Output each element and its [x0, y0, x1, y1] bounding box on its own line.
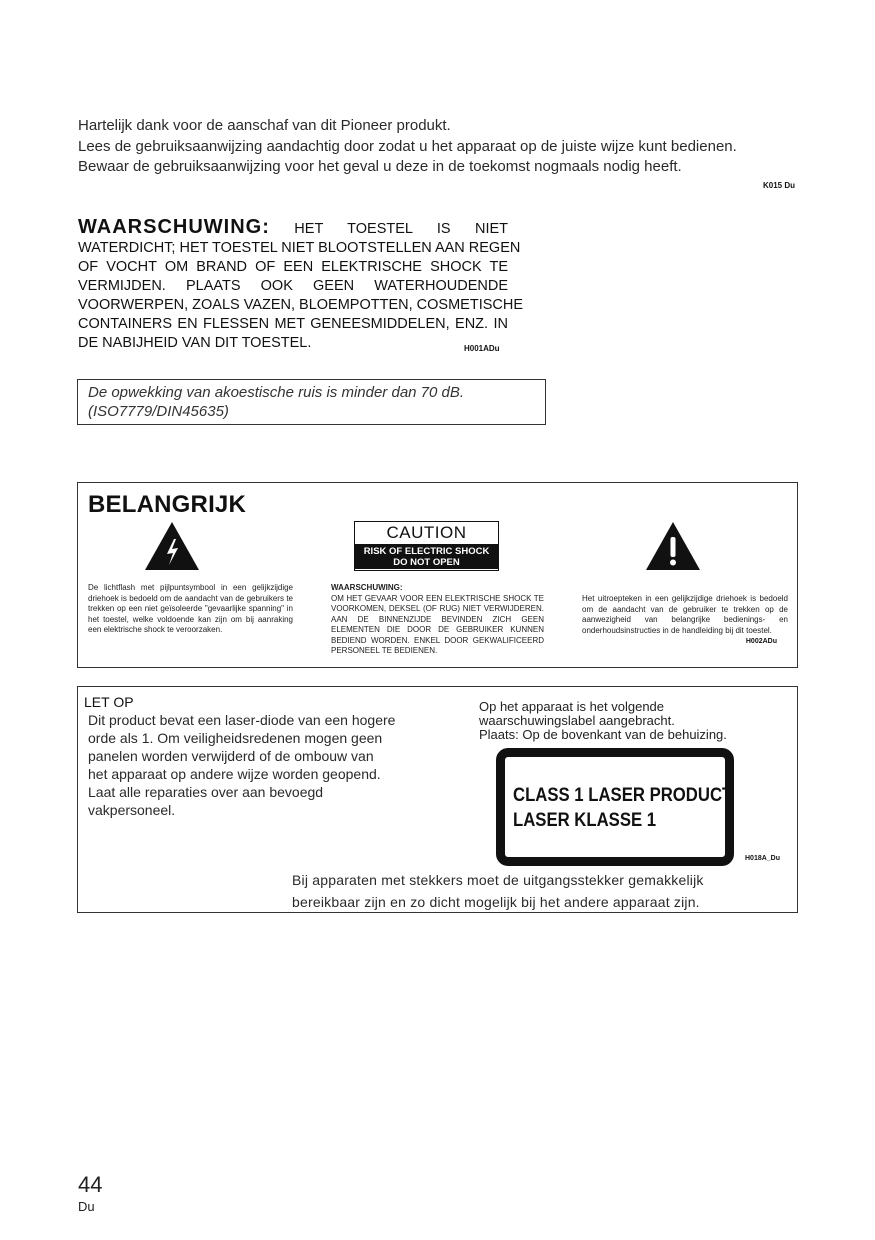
laser-label-text — [513, 783, 732, 833]
intro-text — [78, 116, 800, 178]
laser-body-line-3: panelen worden verwijderd of de ombouw van — [88, 748, 374, 764]
warning-line-5: CONTAINERS EN FLESSEN MET GENEESMIDDELEN, ENZ. IN — [78, 316, 508, 332]
doc-code-h018: H018A_Du — [745, 855, 781, 862]
caution-explanation-text: OM HET GEVAAR VOOR EEN ELEKTRISCHE SHOCK TE VOORKOMEN, DEKSEL (OF RUG) NIET VERWIJDEREN. AAN DE BINNENZIJDE BEVINDEN ZICH GEEN ELEMENTEN DIE DOOR DE GEBRUIKER KUNNEN BEDIEND WORDEN. ENKEL DOOR GEKWALIFICEERD PERSONEEL TE BEDIENEN. — [331, 593, 544, 655]
warning-block — [78, 216, 524, 353]
warning-line-3: VERMIJDEN. PLAATS OOK GEEN WATERHOUDENDE — [78, 278, 508, 294]
plug-note-line-1: Bij apparaten met stekkers moet de uitgangsstekker gemakkelijk — [292, 872, 704, 888]
plug-note-line-2: bereikbaar zijn en zo dicht mogelijk bij het andere apparaat zijn. — [292, 894, 700, 910]
intro-line-1: Hartelijk dank voor de aanschaf van dit Pioneer produkt. — [78, 117, 451, 134]
laser-body-line-6: vakpersoneel. — [88, 802, 176, 818]
laser-body-line-2: orde als 1. Om veiligheidsredenen mogen geen — [88, 730, 383, 746]
warning-line-1: WATERDICHT; HET TOESTEL NIET BLOOTSTELLEN AAN REGEN — [78, 240, 521, 256]
laser-label-line-2: LASER KLASSE 1 — [513, 810, 657, 831]
doc-code-k015: K015 Du — [762, 181, 795, 190]
label-info-line-3: Plaats: Op de bovenkant van de behuizing. — [479, 727, 727, 742]
warning-line-2: OF VOCHT OM BRAND OF EEN ELEKTRISCHE SHOCK TE — [78, 259, 508, 275]
caution-label-line-2: DO NOT OPEN — [393, 557, 460, 568]
label-info-line-2: waarschuwingslabel aangebracht. — [479, 713, 675, 728]
doc-code-h001: H001ADu — [464, 344, 500, 353]
intro-line-2: Lees de gebruiksaanwijzing aandachtig door zodat u het apparaat op de juiste wijze kunt bedienen. — [78, 137, 737, 155]
lightning-warning-icon — [144, 521, 200, 571]
laser-product-label — [496, 748, 734, 866]
warning-line-0: HET TOESTEL IS NIET — [294, 221, 509, 237]
warning-line-4: VOORWERPEN, ZOALS VAZEN, BLOEMPOTTEN, COSMETISCHE — [78, 297, 524, 313]
important-title: BELANGRIJK — [88, 491, 247, 518]
page-language: Du — [78, 1199, 95, 1214]
laser-body-line-4: het apparaat op andere wijze worden geopend. — [88, 766, 381, 782]
noise-note-line-2: (ISO7779/DIN45635) — [88, 403, 229, 420]
noise-note-line-1: De opwekking van akoestische ruis is minder dan 70 dB. — [88, 384, 465, 401]
lightning-explanation: De lichtflash met pijlpuntsymbool in een gelijkzijdige driehoek is bedoeld om de aandacht van de gebruikers te trekken op een niet geïsoleerde "gevaarlijke spanning" in het toestel, welke voldoende kan zijn om bij aanraking een elektrische shock te veroorzaken. — [88, 583, 293, 634]
laser-label-line-1: CLASS 1 LASER PRODUCT — [513, 785, 733, 806]
exclamation-warning-icon — [645, 521, 701, 571]
plug-note — [292, 869, 772, 913]
label-info-line-1: Op het apparaat is het volgende — [479, 699, 665, 714]
exclamation-explanation: Het uitroepteken in een gelijkzijdige driehoek is bedoeld om de aandacht van de gebruiker te trekken op de aanwezigheid van belangrijke bedienings- en onderhoudsinstructies in de handleiding bij dit toestel. — [582, 594, 788, 635]
doc-code-h002: H002ADu — [745, 638, 777, 645]
page-number: 44 — [78, 1172, 103, 1197]
caution-explanation — [331, 583, 544, 657]
warning-title: WAARSCHUWING: — [78, 216, 270, 238]
caution-label-subtitle — [355, 544, 498, 569]
laser-caution-section — [77, 686, 798, 913]
laser-caution-title: LET OP — [84, 694, 134, 710]
label-location-info — [479, 700, 779, 742]
caution-label — [354, 521, 499, 571]
caution-label-line-1: RISK OF ELECTRIC SHOCK — [363, 546, 490, 557]
caution-label-title: CAUTION — [386, 523, 467, 542]
warning-line-6: DE NABIJHEID VAN DIT TOESTEL. — [78, 335, 312, 351]
laser-caution-body — [88, 711, 418, 819]
caution-explanation-heading: WAARSCHUWING: — [331, 583, 403, 592]
laser-body-line-5: Laat alle reparaties over aan bevoegd — [88, 784, 324, 800]
noise-note-box — [77, 379, 546, 425]
intro-line-3: Bewaar de gebruiksaanwijzing voor het geval u deze in de toekomst nogmaals nodig heeft. — [78, 158, 682, 175]
laser-body-line-1: Dit product bevat een laser-diode van een hogere — [88, 712, 396, 728]
important-section — [77, 482, 798, 668]
